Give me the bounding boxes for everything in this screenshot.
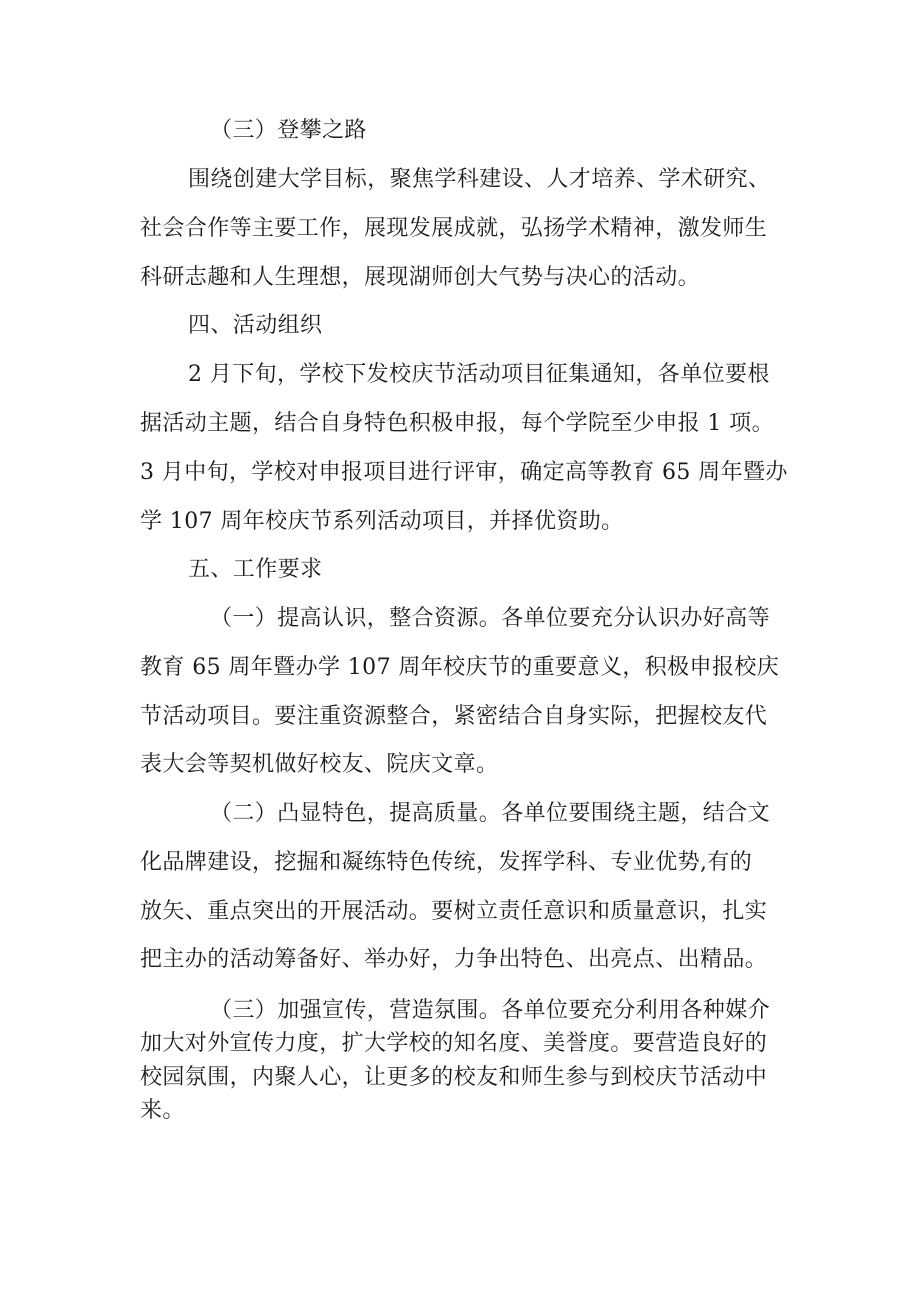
paragraph-line: 化品牌建设，挖掘和凝练特色传统，发挥学科、专业优势,有的 <box>140 850 753 875</box>
subheading-climbing-road: （三）登攀之路 <box>210 118 367 143</box>
paragraph-line: 加大对外宣传力度，扩大学校的知名度、美誉度。要营造良好的 <box>140 1031 768 1056</box>
paragraph-line: 来。 <box>140 1098 185 1123</box>
section-heading-activity-organization: 四、活动组织 <box>188 313 323 338</box>
paragraph-line: 表大会等契机做好校友、院庆文章。 <box>140 752 499 777</box>
paragraph-line: 据活动主题，结合自身特色积极申报，每个学院至少申报 1 项。 <box>140 411 774 436</box>
paragraph-line: 校园氛围，内聚人心，让更多的校友和师生参与到校庆节活动中 <box>140 1065 768 1090</box>
paragraph-line: 围绕创建大学目标，聚焦学科建设、人才培养、学术研究、 <box>188 167 771 192</box>
paragraph-line: （二）凸显特色，提高质量。各单位要围绕主题，结合文 <box>210 801 771 826</box>
paragraph-line: （一）提高认识，整合资源。各单位要充分认识办好高等 <box>210 606 771 631</box>
paragraph-line: 社会合作等主要工作，展现发展成就，弘扬学术精神，激发师生 <box>140 216 768 241</box>
paragraph-line: 节活动项目。要注重资源整合，紧密结合自身实际，把握校友代 <box>140 704 768 729</box>
section-heading-work-requirements: 五、工作要求 <box>188 557 323 582</box>
paragraph-line: 科研志趣和人生理想，展现湖师创大气势与决心的活动。 <box>140 265 701 290</box>
paragraph-line: 把主办的活动筹备好、举办好，力争出特色、出亮点、出精品。 <box>140 947 768 972</box>
paragraph-line: 3 月中旬，学校对申报项目进行评审，确定高等教育 65 周年暨办 <box>140 460 788 485</box>
paragraph-line: 教育 65 周年暨办学 107 周年校庆节的重要意义，积极申报校庆 <box>140 655 780 680</box>
paragraph-line: 2 月下旬，学校下发校庆节活动项目征集通知，各单位要根 <box>188 362 770 387</box>
paragraph-line: 放矢、重点突出的开展活动。要树立责任意识和质量意识，扎实 <box>140 899 768 924</box>
paragraph-line: 学 107 周年校庆节系列活动项目，并择优资助。 <box>140 509 624 534</box>
paragraph-line: （三）加强宣传，营造氛围。各单位要充分利用各种媒介 <box>210 998 771 1023</box>
